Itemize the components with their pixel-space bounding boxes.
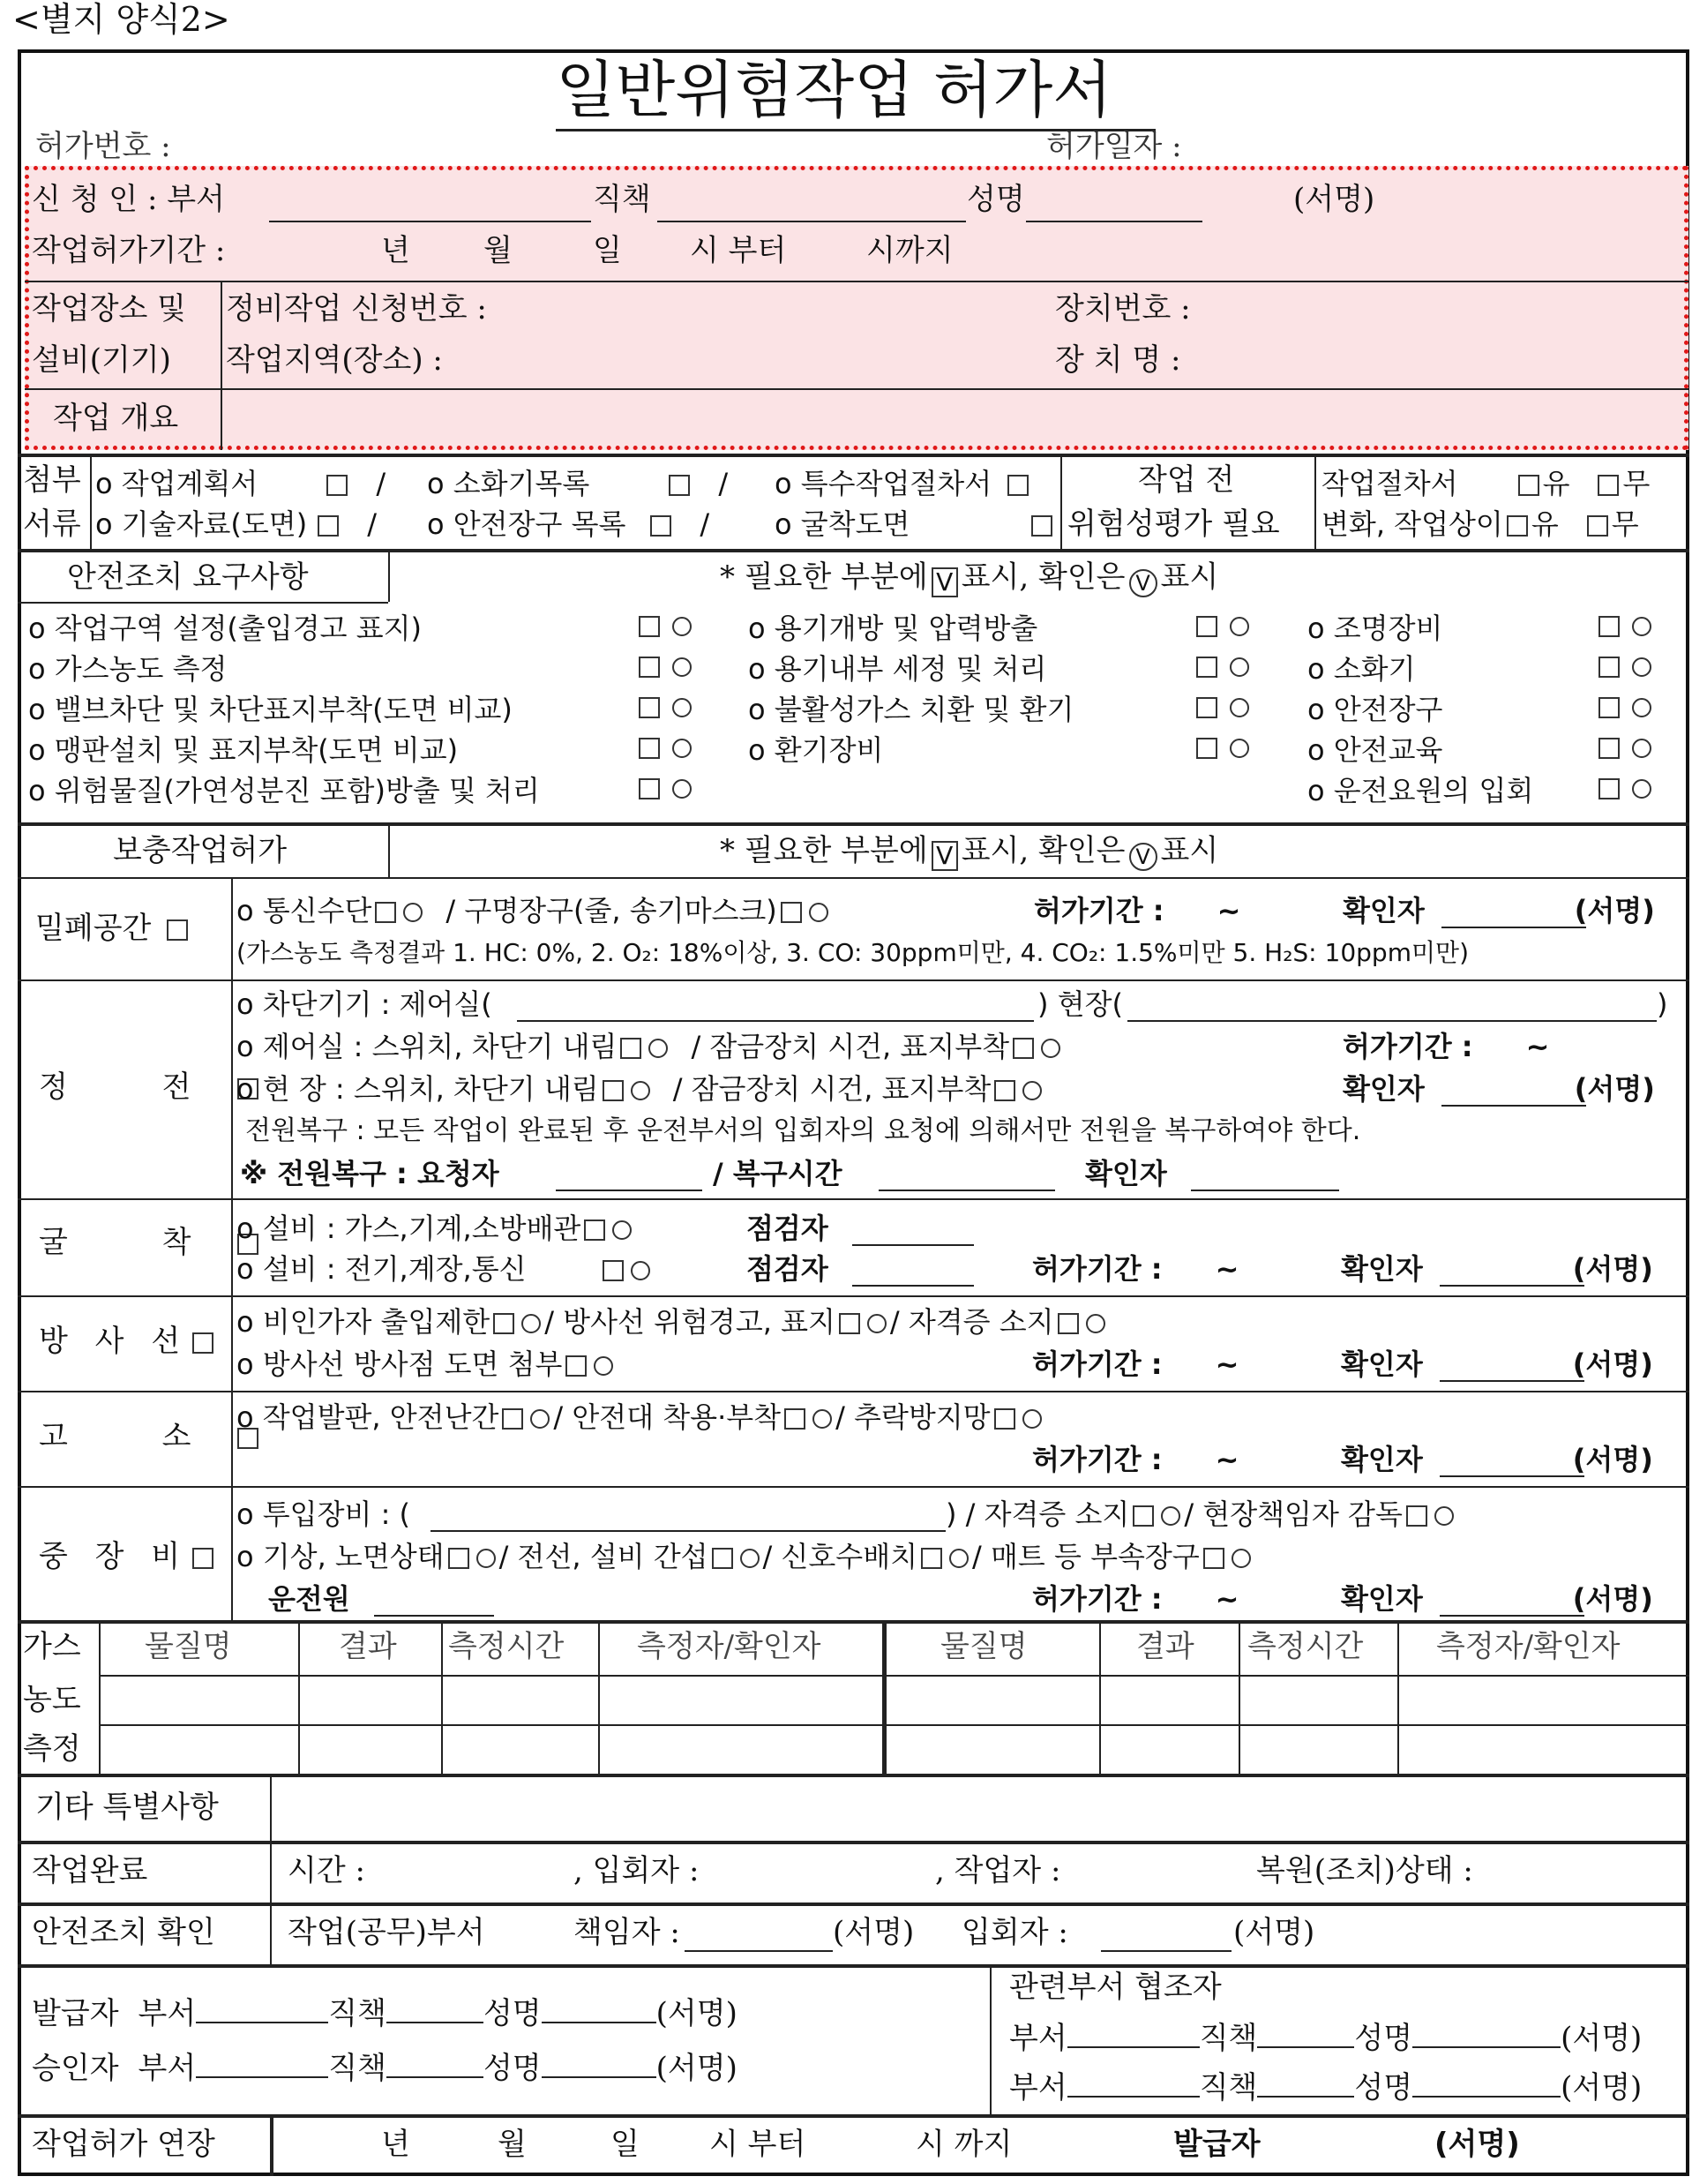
power-line5: ※ 전원복구 : 요청자: [240, 1157, 499, 1190]
safety-item-checkbox[interactable]: [1193, 738, 1253, 760]
gas-header: 물질명: [940, 1629, 1028, 1664]
period-day: 일: [593, 233, 622, 268]
heavy-period: 허가기간 : ~: [1032, 1582, 1239, 1616]
supplement-note: * 필요한 부분에 V 표시, 확인은 V 표시: [720, 833, 1219, 870]
radiation-line2: o 방사선 방사점 도면 첨부: [236, 1347, 617, 1382]
safety-item: o 환기장비: [748, 733, 884, 767]
name-field[interactable]: [1026, 221, 1202, 222]
gas-header: 측정시간: [1247, 1629, 1364, 1664]
safety-item: o 위험물질(가연성분진 포함)방출 및 처리: [28, 774, 540, 807]
safety-header: 안전조치 요구사항: [67, 559, 309, 595]
gas-label-2: 농도: [23, 1682, 81, 1717]
device-name-label: 장 치 명 :: [1055, 342, 1181, 378]
coop-row-1: 부서 직책 성명 (서명): [1009, 2021, 1643, 2056]
pre-work-label-2: 위험성평가 필요: [1067, 507, 1280, 542]
power-confirmer: 확인자 (서명): [1343, 1072, 1655, 1106]
period-month: 월: [483, 233, 513, 268]
safety-item-checkbox[interactable]: [1193, 616, 1253, 638]
proc-no-checkbox[interactable]: [1598, 475, 1619, 496]
issuer-row: 발급자 부서 직책 성명 (서명): [32, 1996, 737, 2031]
safety-item: o 소화기: [1307, 652, 1416, 686]
radiation-label: 방 사 선: [39, 1324, 217, 1359]
gas-header: 측정시간: [448, 1629, 565, 1664]
confined-line2: (가스농도 측정결과 1. HC: 0%, 2. O₂: 18%이상, 3. CO: 30ppm미만, 4. CO₂: 1.5%미만 5. H₂S: 10ppm미만): [236, 938, 1469, 967]
attach-plan-checkbox[interactable]: [326, 475, 348, 496]
completion-witness: , 입회자 :: [573, 1853, 700, 1888]
proc-change-row: 작업절차서 유 무: [1321, 467, 1651, 500]
safety-item: o 조명장비: [1307, 612, 1443, 645]
attach-tech-checkbox[interactable]: [318, 515, 339, 537]
safety-item: o 작업구역 설정(출입경고 표지): [28, 612, 423, 645]
power-line1: o 차단기기 : 제어실(: [236, 987, 492, 1021]
confined-label: 밀폐공간: [35, 911, 191, 946]
position-field[interactable]: [657, 221, 966, 222]
completion-label: 작업완료: [32, 1853, 148, 1888]
heavy-checkbox[interactable]: [192, 1548, 213, 1569]
safety-item-checkbox[interactable]: [635, 738, 695, 760]
safety-item-checkbox[interactable]: [1595, 738, 1655, 760]
applicant-dept-label: 신 청 인 : 부서: [32, 182, 225, 217]
special-label: 기타 특별사항: [35, 1790, 219, 1825]
safety-confirm-witness: 입회자 :: [962, 1915, 1068, 1950]
period-year: 년: [381, 233, 410, 268]
approver-row: 승인자 부서 직책 성명 (서명): [32, 2051, 737, 2086]
permit-no-label: 허가번호 :: [35, 129, 171, 164]
applicant-position-label: 직책: [593, 182, 651, 217]
safety-item-checkbox[interactable]: [1595, 697, 1655, 719]
heavy-line2: o 기상, 노면상태 / 전선, 설비 간섭 / 신호수배치 / 매트 등 부속장구: [236, 1539, 1254, 1574]
safety-item: o 안전장구: [1307, 693, 1443, 726]
gas-label-3: 측정: [23, 1731, 81, 1767]
height-label: 고 소: [39, 1419, 262, 1454]
safety-item: o 맹판설치 및 표지부착(도면 비교): [28, 733, 459, 767]
work-no-checkbox[interactable]: [1587, 515, 1608, 537]
radiation-period: 허가기간 : ~: [1032, 1347, 1239, 1381]
confined-period: 허가기간 : ~: [1034, 894, 1241, 927]
safety-note: * 필요한 부분에 V 표시, 확인은 V 표시: [720, 559, 1219, 597]
attach-item-excavation: o 굴착도면: [775, 507, 1056, 542]
permit-date-label: 허가일자 :: [1046, 129, 1182, 164]
completion-worker: , 작업자 :: [935, 1853, 1061, 1888]
radiation-confirmer: 확인자 (서명): [1341, 1347, 1653, 1381]
gas-header: 물질명: [145, 1629, 232, 1664]
safety-item-checkbox[interactable]: [635, 657, 695, 679]
safety-item: o 운전요원의 입회: [1307, 774, 1534, 807]
period-to: 시까지: [866, 233, 954, 268]
excavation-confirmer: 확인자 (서명): [1341, 1252, 1653, 1286]
excavation-period: 허가기간 : ~: [1032, 1252, 1239, 1286]
applicant-sign: (서명): [1293, 182, 1375, 217]
form-label: <별지 양식2>: [12, 0, 230, 39]
safety-item: o 밸브차단 및 차단표지부착(도면 비교): [28, 693, 513, 726]
gas-label-1: 가스: [23, 1629, 81, 1664]
power-line4: 전원복구 : 모든 작업이 완료된 후 운전부서의 입회자의 요청에 의해서만 전원을 복구하여야 한다.: [245, 1115, 1361, 1146]
height-confirmer: 확인자 (서명): [1341, 1443, 1653, 1476]
area-label: 작업지역(장소) :: [226, 342, 443, 378]
attach-label-2: 서류: [23, 507, 81, 542]
safety-confirm-manager: 책임자 :: [573, 1915, 680, 1950]
safety-item: o 용기내부 세정 및 처리: [748, 652, 1047, 686]
attach-item-special: o 특수작업절차서: [775, 466, 1032, 501]
attach-item-plan: o 작업계획서 /: [95, 467, 386, 500]
attach-item-tech: o 기술자료(도면) /: [95, 507, 377, 541]
safety-item-checkbox[interactable]: [635, 697, 695, 719]
attach-special-checkbox[interactable]: [1007, 475, 1029, 496]
power-period: 허가기간 : ~: [1343, 1030, 1550, 1063]
location-label-2: 설비(기기): [32, 342, 171, 378]
attach-gear-checkbox[interactable]: [650, 515, 671, 537]
power-label: 정 전: [39, 1069, 262, 1105]
gas-header: 결과: [339, 1629, 397, 1664]
excavation-line2: o 설비 : 전기,계장,통신: [236, 1251, 654, 1287]
gas-header: 측정자/확인자: [1436, 1629, 1621, 1664]
radiation-line1: o 비인가자 출입제한 / 방사선 위험경고, 표지 / 자격증 소지: [236, 1304, 1109, 1340]
gas-header: 측정자/확인자: [637, 1629, 821, 1664]
pre-work-label-1: 작업 전: [1138, 462, 1235, 498]
safety-item-checkbox[interactable]: [635, 616, 695, 638]
excavation-label: 굴 착: [39, 1225, 262, 1260]
confined-checkbox[interactable]: [167, 919, 188, 941]
coop-label: 관련부서 협조자: [1009, 1970, 1222, 2005]
heavy-operator: 운전원: [268, 1582, 350, 1616]
completion-restore: 복원(조치)상태 :: [1256, 1853, 1473, 1888]
proc-yes-checkbox[interactable]: [1518, 475, 1539, 496]
period-from: 시 부터: [690, 233, 787, 268]
work-change-row: 변화, 작업상이 유 무: [1321, 507, 1639, 541]
attach-item-extinguisher: o 소화기목록 /: [427, 467, 729, 500]
work-yes-checkbox[interactable]: [1507, 515, 1528, 537]
attach-ext-checkbox[interactable]: [669, 475, 690, 496]
heavy-confirmer: 확인자 (서명): [1341, 1582, 1653, 1616]
safety-item-checkbox[interactable]: [1193, 697, 1253, 719]
safety-item-checkbox[interactable]: [1595, 616, 1655, 638]
confined-line1: o 통신수단 / 구명장구(줄, 송기마스크): [236, 893, 832, 928]
completion-time: 시간 :: [288, 1853, 365, 1888]
coop-row-2: 부서 직책 성명 (서명): [1009, 2070, 1643, 2105]
safety-item-checkbox[interactable]: [635, 778, 695, 800]
safety-item: o 안전교육: [1307, 733, 1443, 767]
safety-confirm-label: 안전조치 확인: [32, 1915, 215, 1950]
extension-label: 작업허가 연장: [32, 2127, 215, 2162]
heavy-label: 중 장 비: [39, 1539, 217, 1574]
safety-item-checkbox[interactable]: [1595, 778, 1655, 800]
location-label-1: 작업장소 및: [32, 291, 187, 326]
page-title: 일반위험작업 허가서: [556, 54, 1112, 126]
dept-field[interactable]: [269, 221, 591, 222]
device-no-label: 장치번호 :: [1055, 291, 1191, 326]
confined-confirmer: 확인자 (서명): [1343, 894, 1655, 927]
radiation-checkbox[interactable]: [192, 1332, 213, 1354]
safety-confirm-dept: 작업(공무)부서: [288, 1915, 485, 1950]
power-line2: o 제어실 : 스위치, 차단기 내림 / 잠금장치 시건, 표지부착: [236, 1029, 1064, 1064]
heavy-line1: o 투입장비 : (: [236, 1497, 411, 1531]
safety-item: o 용기개방 및 압력방출: [748, 612, 1038, 645]
safety-item-checkbox[interactable]: [1193, 657, 1253, 679]
overview-label: 작업 개요: [53, 401, 179, 436]
safety-item: o 불활성가스 치환 및 환기: [748, 693, 1074, 726]
safety-item: o 가스농도 측정: [28, 652, 228, 686]
attach-exc-checkbox[interactable]: [1031, 515, 1052, 537]
request-no-label: 정비작업 신청번호 :: [226, 291, 487, 326]
excavation-line1: o 설비 : 가스,기계,소방배관: [236, 1211, 635, 1246]
attach-item-gear: o 안전장구 목록 /: [427, 507, 710, 541]
supplement-header: 보충작업허가: [113, 833, 288, 868]
period-label: 작업허가기간 :: [32, 233, 226, 268]
height-period: 허가기간 : ~: [1032, 1443, 1239, 1476]
gas-header: 결과: [1136, 1629, 1194, 1664]
height-line1: o 작업발판, 안전난간 / 안전대 착용·부착 / 추락방지망: [236, 1400, 1045, 1435]
power-line3: o 현 장 : 스위치, 차단기 내림 / 잠금장치 시건, 표지부착: [236, 1071, 1045, 1107]
safety-item-checkbox[interactable]: [1595, 657, 1655, 679]
applicant-name-label: 성명: [967, 182, 1025, 217]
attach-label-1: 첨부: [23, 462, 81, 498]
